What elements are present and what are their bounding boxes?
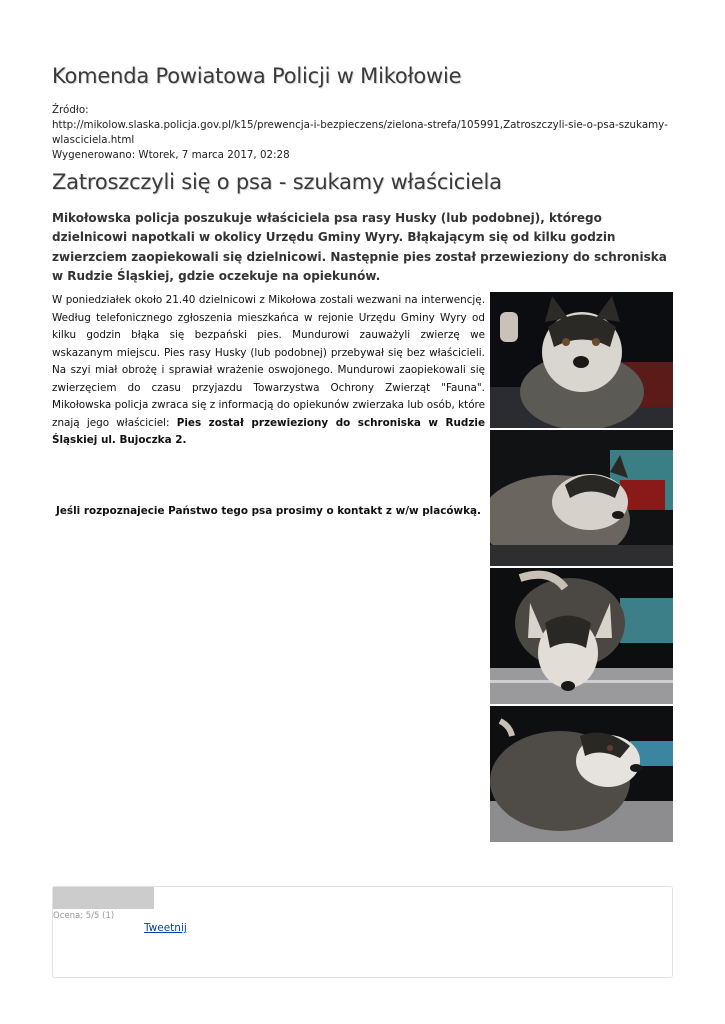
husky-photo-4[interactable] bbox=[490, 706, 673, 842]
rating-box bbox=[52, 886, 673, 978]
article-title: Zatroszczyli się o psa - szukamy właściciela bbox=[52, 170, 502, 194]
source-label: Źródło: bbox=[52, 104, 89, 116]
husky-photo-3[interactable] bbox=[490, 568, 673, 704]
photo-gallery bbox=[490, 292, 673, 844]
husky-photo-1[interactable] bbox=[490, 292, 673, 428]
source-url: http://mikolow.slaska.policja.gov.pl/k15/prewencja-i-bezpieczens/zielona-strefa/105991,Zatroszczyli-sie-o-psa-szukamy-wlasciciela.html bbox=[52, 119, 668, 146]
article-lead: Mikołowska policja poszukuje właściciela psa rasy Husky (lub podobnej), którego dzielnicowi napotkali w okolicy Urzędu Gminy Wyry. Błąkającym się od kilku godzin zwierzciem zaopiekowali się dzielnicowi. Następnie pies został przewieziony do schroniska w Rudzie Śląskiej, gdzie oczekuje na opiekunów. bbox=[52, 211, 667, 284]
tweet-link[interactable]: Tweetnij bbox=[144, 922, 187, 934]
rating-bar[interactable] bbox=[53, 887, 154, 909]
site-title: Komenda Powiatowa Policji w Mikołowie bbox=[52, 64, 462, 88]
rating-text: Ocena: 5/5 (1) bbox=[53, 911, 115, 921]
husky-photo-2[interactable] bbox=[490, 430, 673, 566]
article-body-text: W poniedziałek około 21.40 dzielnicowi z Mikołowa zostali wezwani na interwencję. Według telefonicznego zgłoszenia mieszkańca w rejonie Urzędu Gminy Wyry od kilku godzin błąka się bezpański pies. Mundurowi zauważyli zwierzę we wskazanym miejscu. Pies rasy Husky (lub podobnej) przebywał się bez właścicieli. Na szyi miał obrożę i sprawiał wrażenie oswojonego. Mundurowi zaopiekowali się zwierzęciem do czasu przyjazdu Towarzystwa Ochrony Zwierząt "Fauna". Mikołowska policja zwraca się z informacją do opiekunów zwierzaka lub osób, które znają jego właściciel: bbox=[52, 294, 485, 429]
article-body bbox=[52, 292, 485, 450]
article-body-bold: Pies został przewieziony do schroniska w Rudzie Śląskiej ul. Bujoczka 2. bbox=[52, 416, 486, 446]
generated-date: Wygenerowano: Wtorek, 7 marca 2017, 02:28 bbox=[52, 149, 290, 161]
document-meta bbox=[52, 103, 673, 163]
contact-note: Jeśli rozpoznajecie Państwo tego psa prosimy o kontakt z w/w placówką. bbox=[55, 505, 481, 517]
